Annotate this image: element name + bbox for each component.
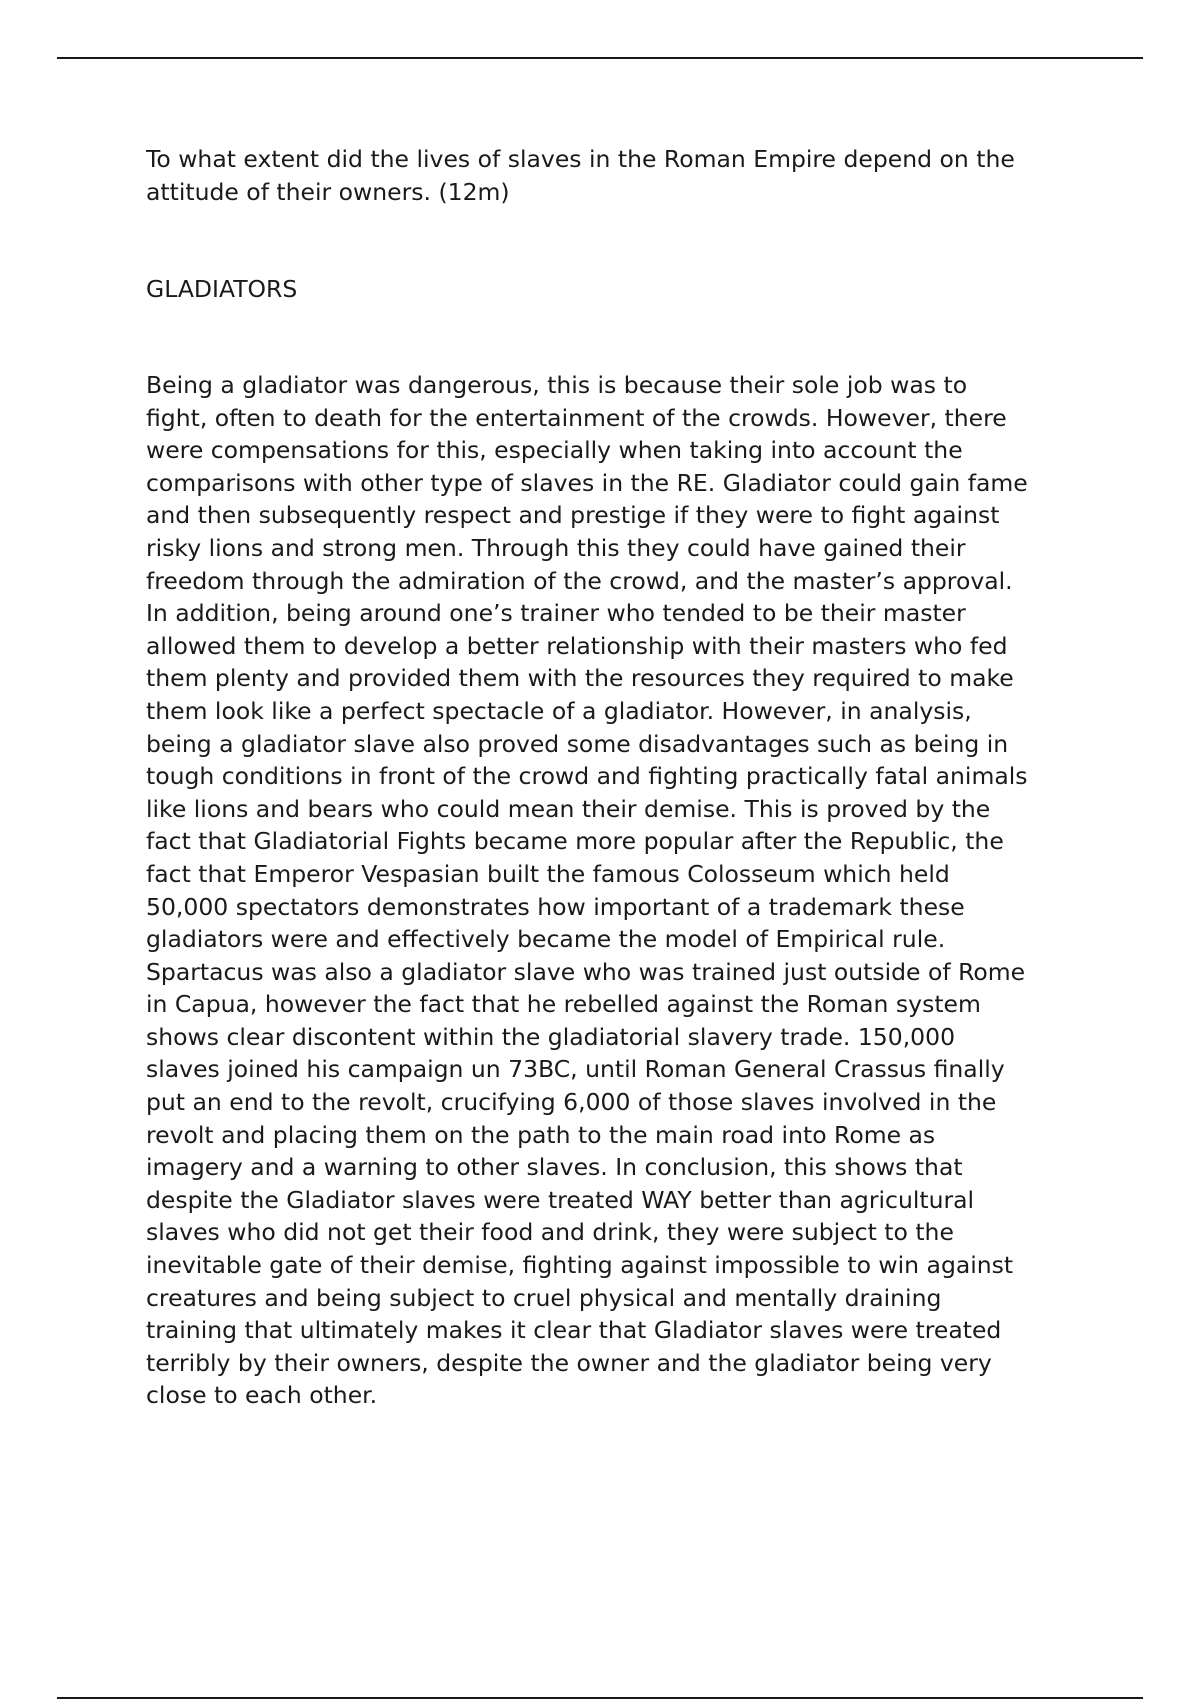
top-rule (57, 57, 1143, 59)
essay-body: Being a gladiator was dangerous, this is because their sole job was to fight, often to death for the entertainment of the crowds. However, there were compensations for this, especially when taking into account the comparisons with other type of slaves in the RE. Gladiator could gain fame and then subsequently respect and prestige if they were to fight against risky lions and strong men. Through this they could have gained their freedom through the admiration of the crowd, and the master’s approval. In addition, being around one’s trainer who tended to be their master allowed them to develop a better relationship with their masters who fed them plenty and provided them with the resources they required to make them look like a perfect spectacle of a gladiator. However, in analysis, being a gladiator slave also proved some disadvantages such as being in tough conditions in front of the crowd and fighting practically fatal animals like lions and bears who could mean their demise. This is proved by the fact that Gladiatorial Fights became more popular after the Republic, the fact that Emperor Vespasian built the famous Colosseum which held 50,000 spectators demonstrates how important of a trademark these gladiators were and effectively became the model of Empirical rule. Spartacus was also a gladiator slave who was trained just outside of Rome in Capua, however the fact that he rebelled against the Roman system shows clear discontent within the gladiatorial slavery trade. 150,000 slaves joined his campaign un 73BC, until Roman General Crassus finally put an end to the revolt, crucifying 6,000 of those slaves involved in the revolt and placing them on the path to the main road into Rome as imagery and a warning to other slaves. In conclusion, this shows that despite the Gladiator slaves were treated WAY better than agricultural slaves who did not get their food and drink, they were subject to the inevitable gate of their demise, fighting against impossible to win against creatures and being subject to cruel physical and mentally draining training that ultimately makes it clear that Gladiator slaves were treated terribly by their owners, despite the owner and the gladiator being very close to each other. (146, 371, 1028, 1410)
essay-question: To what extent did the lives of slaves in the Roman Empire depend on the attitude of their owners. (12m) (146, 145, 1015, 206)
bottom-rule (57, 1697, 1143, 1699)
section-heading: GLADIATORS (146, 275, 298, 303)
